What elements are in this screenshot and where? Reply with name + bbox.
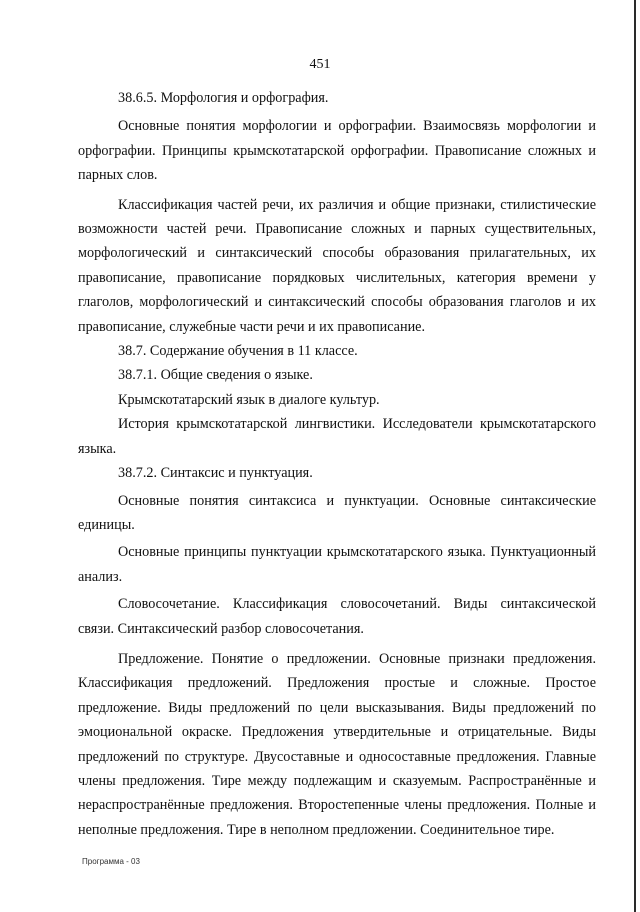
paragraph-syntax-basics: Основные понятия синтаксиса и пунктуации. Основные синтаксические единицы. bbox=[78, 492, 596, 533]
page-number: 451 bbox=[309, 57, 331, 72]
paragraph-sentence: Предложение. Понятие о предложении. Основные признаки предложения. Классификация предложений. Предложения простые и сложные. Простое предложение. Виды предложений по цели высказывания. Виды предложений по эмоциональной окраске. Предложения утвердительные и отрицательные. Виды предложений по структуре. Двусоставные и односоставные предложения. Главные члены предложения. Тире между подлежащим и сказуемым. Распространённые и нераспространённые предложения. Второстепенные члены предложения. Полные и неполные предложения. Тире в неполном предложении. Соединительное тире. bbox=[78, 650, 596, 838]
section-heading-38-7: 38.7. Содержание обучения в 11 классе. bbox=[118, 343, 358, 360]
paragraph-dialogue-of-cultures: Крымскотатарский язык в диалоге культур. bbox=[118, 391, 380, 408]
footer-program-label: Программа - 03 bbox=[82, 857, 140, 866]
paragraph-parts-of-speech: Классификация частей речи, их различия и общие признаки, стилистические возможности частей речи. Правописание сложных и парных существительных, морфологический и синтаксический способы образования прилагательных, их правописание, правописание порядковых числительных, категория времени у глаголов, морфологический и синтаксический способы образования глаголов и их правописание, служебные части речи и их правописание. bbox=[78, 196, 596, 335]
section-heading-38-7-1: 38.7.1. Общие сведения о языке. bbox=[118, 367, 313, 384]
section-heading-38-7-2: 38.7.2. Синтаксис и пунктуация. bbox=[118, 465, 313, 482]
section-heading-38-6-5: 38.6.5. Морфология и орфография. bbox=[118, 90, 329, 106]
document-body bbox=[78, 86, 596, 842]
paragraph-history-linguistics: История крымскотатарской лингвистики. Исследователи крымскотатарского языка. bbox=[78, 416, 596, 457]
paragraph-punctuation-principles: Основные принципы пунктуации крымскотатарского языка. Пунктуационный анализ. bbox=[78, 544, 596, 585]
page-edge-shadow bbox=[634, 0, 636, 912]
paragraph-morphology-orthography: Основные понятия морфологии и орфографии. Взаимосвязь морфологии и орфографии. Принципы крымскотатарской орфографии. Правописание сложных и парных слов. bbox=[78, 118, 596, 184]
paragraph-word-combination: Словосочетание. Классификация словосочетаний. Виды синтаксической связи. Синтаксический разбор словосочетания. bbox=[78, 596, 596, 637]
